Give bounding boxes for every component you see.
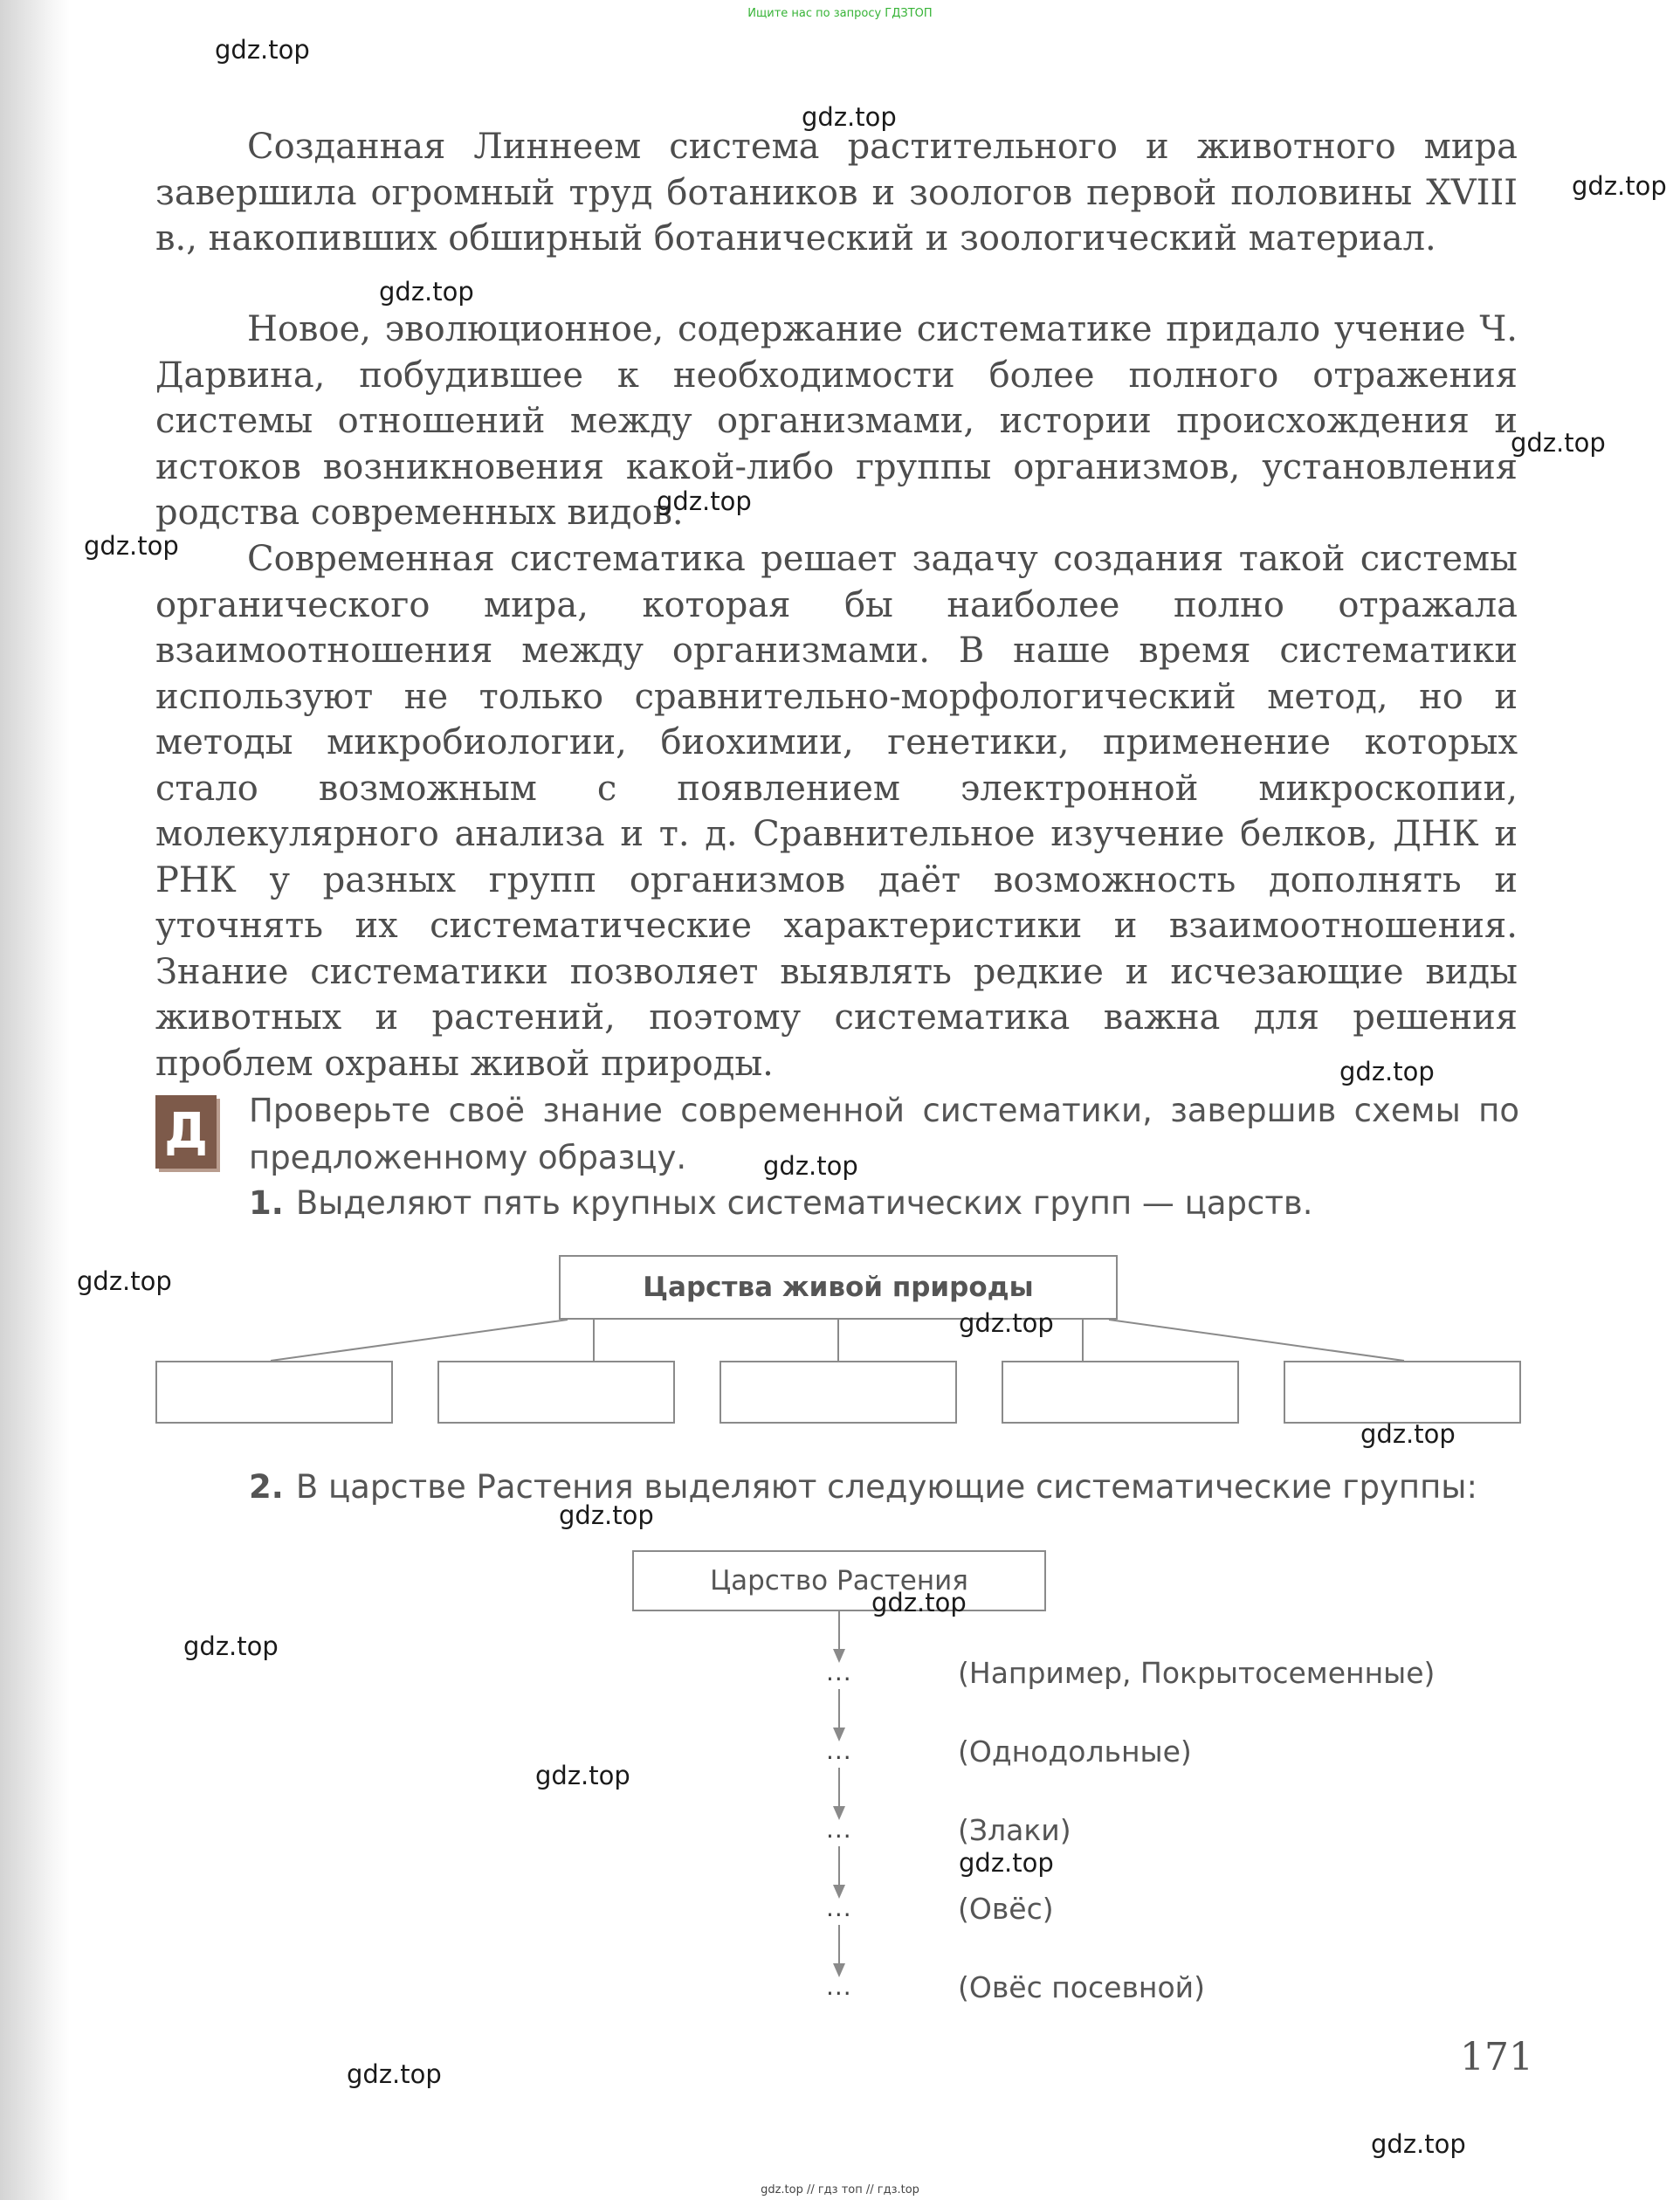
watermark: gdz.top xyxy=(657,486,752,516)
paragraph-2-text: Новое, эволюционное, содержание систематике придало учение Ч. Дарвина, побудившее к необходимости более полного отражения системы отношений между организмами, истории происхождения и истоков возникновения какой-либо группы организмов, установления родства современных видов. xyxy=(155,309,1518,533)
watermark: gdz.top xyxy=(802,102,897,132)
blank-level-5[interactable]: ... xyxy=(826,1972,852,2001)
watermark: gdz.top xyxy=(1511,428,1606,458)
watermark: gdz.top xyxy=(763,1151,858,1181)
task-instruction: Проверьте своё знание современной систематики, завершив схемы по предложенному образцу. xyxy=(249,1092,1519,1176)
question-2-text: В царстве Растения выделяют следующие систематические группы: xyxy=(295,1468,1477,1506)
example-level-2: (Однодольные) xyxy=(958,1734,1192,1769)
blank-level-3[interactable]: ... xyxy=(826,1815,852,1844)
watermark: gdz.top xyxy=(347,2059,442,2089)
scheme-2-root-label: Царство Растения xyxy=(710,1565,968,1597)
watermark: gdz.top xyxy=(215,35,310,65)
watermark: gdz.top xyxy=(1360,1419,1456,1449)
blank-level-1[interactable]: ... xyxy=(826,1658,852,1686)
watermark: gdz.top xyxy=(559,1500,654,1530)
question-1-text: Выделяют пять крупных систематических групп — царств. xyxy=(295,1184,1313,1222)
paragraph-1-text: Созданная Линнеем система растительного и животного мира завершила огромный труд ботаников и зоологов первой половины XVIII в., накопивших обширный ботанический и зоологический материал. xyxy=(155,127,1518,259)
example-level-3: (Злаки) xyxy=(958,1813,1071,1847)
watermark: gdz.top xyxy=(84,531,179,561)
watermark: gdz.top xyxy=(1339,1057,1435,1086)
watermark: gdz.top xyxy=(959,1308,1054,1338)
task-letter-icon: Д xyxy=(155,1095,217,1169)
watermark: gdz.top xyxy=(183,1631,279,1661)
question-2-number: 2. xyxy=(249,1468,284,1506)
footer-links: gdz.top // гдз топ // гдз.top xyxy=(761,2183,919,2197)
example-level-4: (Овёс) xyxy=(958,1892,1054,1926)
example-level-1: (Например, Покрытосеменные) xyxy=(958,1656,1436,1690)
search-hint: Ищите нас по запросу ГДЗТОП xyxy=(747,7,933,20)
watermark: gdz.top xyxy=(535,1761,630,1790)
watermark: gdz.top xyxy=(871,1588,967,1617)
watermark: gdz.top xyxy=(1371,2129,1466,2159)
watermark: gdz.top xyxy=(379,277,474,307)
question-1-number: 1. xyxy=(249,1184,284,1222)
paragraph-3-text: Современная систематика решает задачу создания такой системы органического мира, которая бы наиболее полно отражала взаимоотношения между организмами. В наше время систематики используют не только сравнительно-морфологический метод, но и методы микробиологии, биохимии, генетики, применение которых стало возможным с появлением электронной микроскопии, молекулярного анализа и т. д. Сравнительное изучение белков, ДНК и РНК у разных групп организмов даёт возможность дополнять и уточнять их систематические характеристики и взаимоотношения. Знание систематики позволяет выявлять редкие и исчезающие виды животных и растений, поэтому систематика важна для решения проблем охраны живой природы. xyxy=(155,539,1518,1084)
example-level-5: (Овёс посевной) xyxy=(958,1970,1205,2004)
watermark: gdz.top xyxy=(959,1848,1054,1878)
watermark: gdz.top xyxy=(77,1266,172,1296)
watermark: gdz.top xyxy=(1572,171,1667,201)
blank-level-2[interactable]: ... xyxy=(826,1736,852,1765)
page-number: 171 xyxy=(1460,2035,1533,2079)
blank-level-4[interactable]: ... xyxy=(826,1893,852,1922)
scheme-1-root-label: Царства живой природы xyxy=(643,1272,1034,1303)
